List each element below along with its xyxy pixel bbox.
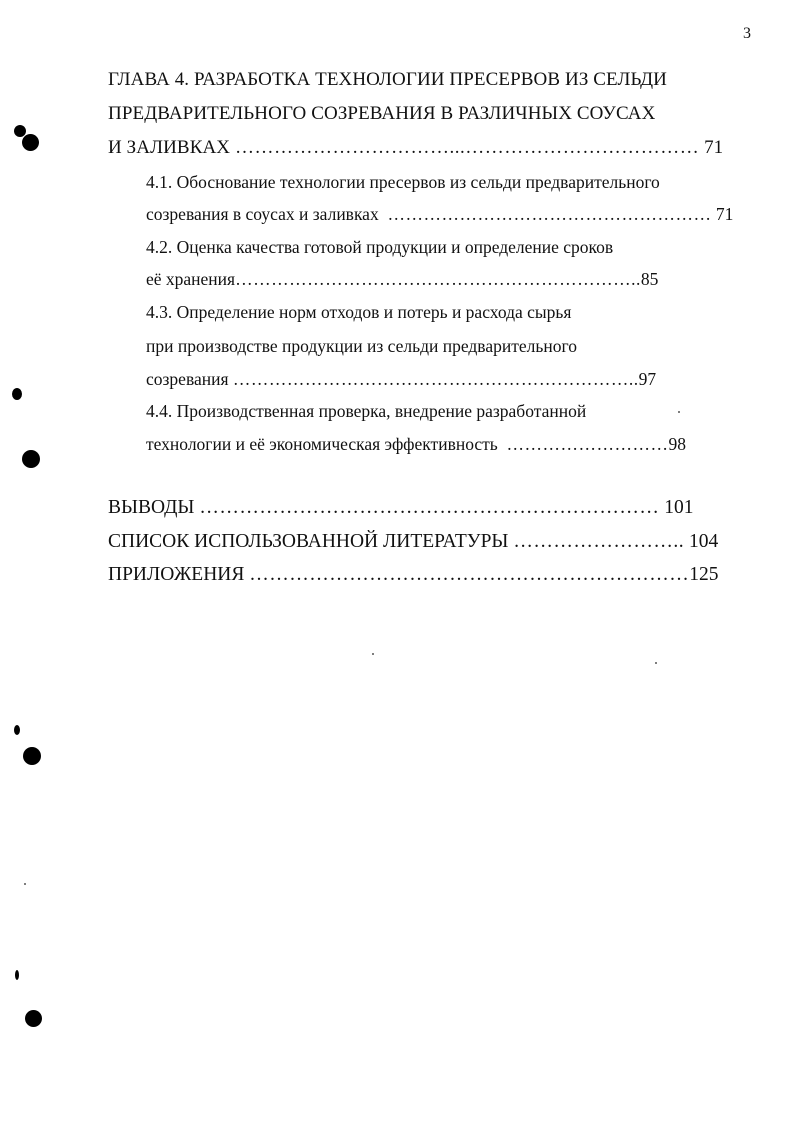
binder-hole bbox=[15, 970, 19, 980]
leader-dots: …………………….. bbox=[513, 531, 685, 552]
page-ref: 125 bbox=[689, 564, 719, 585]
leader-dots: …………………………………………………………… bbox=[199, 497, 660, 518]
scan-speck bbox=[655, 662, 657, 664]
section-title-line: её хранения bbox=[146, 269, 236, 289]
page-ref: 98 bbox=[668, 434, 687, 454]
scan-speck bbox=[24, 883, 26, 885]
binder-hole bbox=[23, 747, 41, 765]
toc-entry-section-4-1 bbox=[146, 204, 733, 225]
toc-entry-references bbox=[108, 531, 718, 553]
chapter-title-line: ПРЕДВАРИТЕЛЬНОГО СОЗРЕВАНИЯ В РАЗЛИЧНЫХ СОУСАХ bbox=[108, 103, 656, 124]
section-title-line: технологии и её экономическая эффективность bbox=[146, 434, 498, 454]
leader-dots: ……………………… bbox=[506, 434, 669, 454]
section-title-line: 4.2. Оценка качества готовой продукции и определение сроков bbox=[146, 237, 614, 257]
toc-entry-conclusions bbox=[108, 497, 693, 519]
entry-label: ВЫВОДЫ bbox=[108, 497, 195, 518]
page-ref: 101 bbox=[664, 497, 694, 518]
leader-dots: ………………………………………………………….. bbox=[235, 269, 641, 289]
page-ref: 71 bbox=[704, 137, 724, 158]
entry-label: СПИСОК ИСПОЛЬЗОВАННОЙ ЛИТЕРАТУРЫ bbox=[108, 531, 509, 552]
section-title-line: 4.4. Производственная проверка, внедрение разработанной bbox=[146, 401, 587, 421]
leader-dots: ………………………………………………………….. bbox=[232, 369, 639, 389]
toc-entry-appendices bbox=[108, 564, 719, 586]
entry-label: ПРИЛОЖЕНИЯ bbox=[108, 564, 245, 585]
page-ref: 71 bbox=[715, 204, 734, 224]
leader-dots: ……………………………………………… bbox=[387, 204, 712, 224]
chapter-title-line: ГЛАВА 4. РАЗРАБОТКА ТЕХНОЛОГИИ ПРЕСЕРВОВ ИЗ СЕЛЬДИ bbox=[108, 69, 667, 90]
chapter-title-line: И ЗАЛИВКАХ bbox=[108, 137, 231, 158]
leader-dots: ……………………………...……………………………… bbox=[234, 137, 700, 158]
page-ref: 97 bbox=[638, 369, 657, 389]
section-title-line: созревания bbox=[146, 369, 229, 389]
binder-hole bbox=[25, 1010, 42, 1027]
leader-dots: ………………………………………………………… bbox=[249, 564, 690, 585]
page-number: 3 bbox=[743, 25, 751, 42]
toc-entry-chapter-4 bbox=[108, 137, 723, 159]
toc-entry-section-4-2 bbox=[146, 269, 658, 290]
scan-speck bbox=[678, 411, 680, 413]
binder-hole bbox=[22, 450, 40, 468]
binder-hole bbox=[12, 388, 22, 400]
page-ref: 104 bbox=[688, 531, 719, 552]
section-title-line: при производстве продукции из сельди предварительного bbox=[146, 336, 577, 356]
section-title-line: 4.1. Обоснование технологии пресервов из сельди предварительного bbox=[146, 172, 660, 192]
binder-hole bbox=[14, 725, 20, 735]
toc-entry-section-4-4 bbox=[146, 434, 686, 455]
toc-entry-section-4-3 bbox=[146, 369, 656, 390]
binder-hole bbox=[22, 134, 39, 151]
section-title-line: созревания в соусах и заливках bbox=[146, 204, 379, 224]
section-title-line: 4.3. Определение норм отходов и потерь и расхода сырья bbox=[146, 302, 572, 322]
page-ref: 85 bbox=[640, 269, 659, 289]
scan-speck bbox=[372, 653, 374, 655]
